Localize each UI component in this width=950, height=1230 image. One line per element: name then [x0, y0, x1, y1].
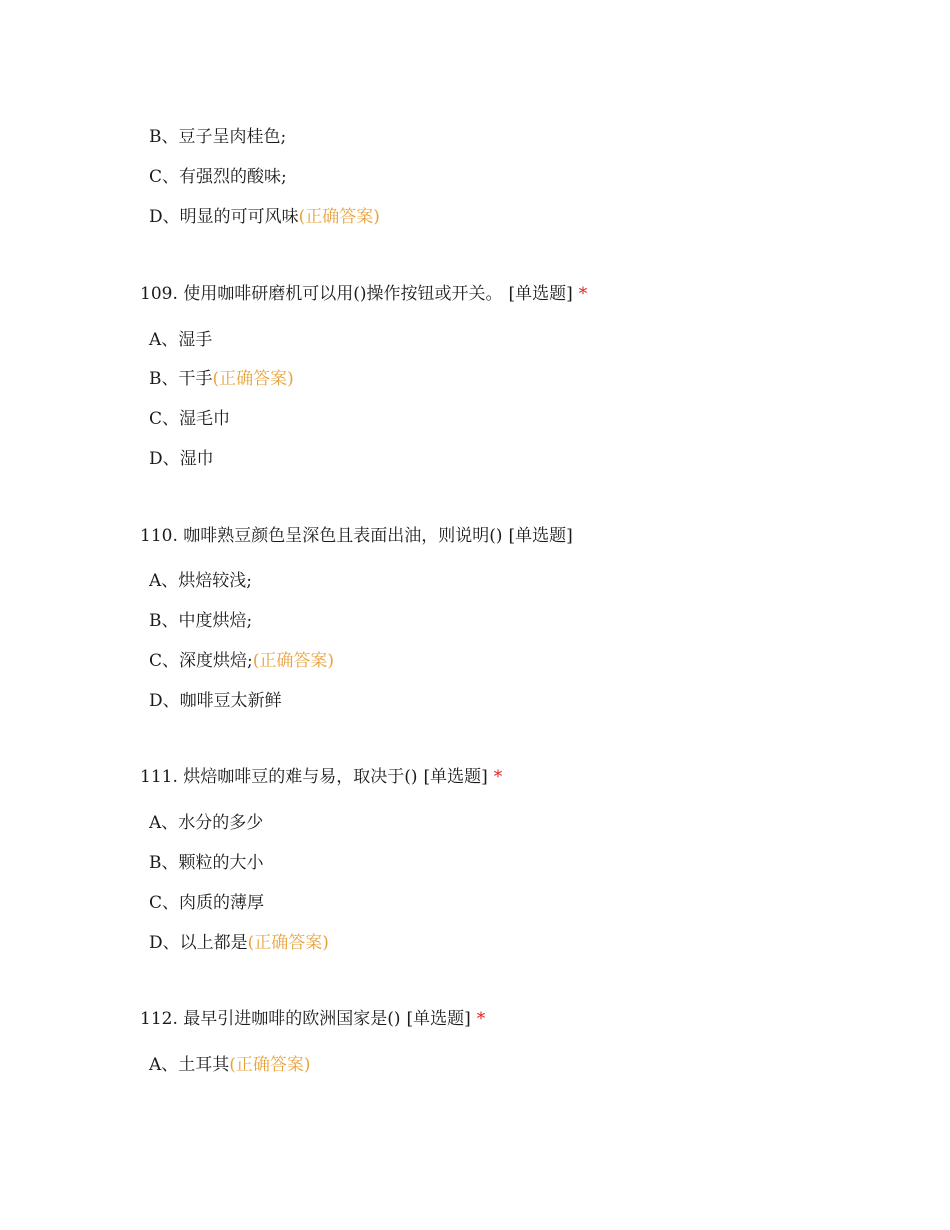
option-q110-a: A、烘焙较浅;: [149, 571, 253, 591]
question-type-tag: [单选题]: [406, 1009, 471, 1029]
required-mark: *: [493, 767, 503, 787]
question-110: [140, 521, 573, 546]
question-text: 110. 咖啡熟豆颜色呈深色且表面出油，则说明(): [140, 526, 503, 546]
option-q108-b: B、豆子呈肉桂色;: [149, 127, 287, 147]
required-mark: *: [578, 284, 588, 304]
correct-answer-label: (正确答案): [252, 651, 335, 671]
correct-answer-label: (正确答案): [298, 207, 380, 227]
option-q110-d: D、咖啡豆太新鲜: [149, 691, 282, 711]
question-type-tag: [单选题]: [423, 767, 488, 787]
option-q108-c: C、有强烈的酸味;: [149, 167, 287, 187]
question-text: 111. 烘焙咖啡豆的难与易，取决于(): [140, 767, 418, 787]
question-text: 109. 使用咖啡研磨机可以用()操作按钮或开关。: [140, 284, 503, 304]
question-type-tag: [单选题]: [508, 284, 573, 304]
correct-answer-label: (正确答案): [212, 369, 294, 389]
required-mark: *: [476, 1009, 486, 1029]
option-q111-b: B、颗粒的大小: [149, 853, 264, 873]
option-q109-c: C、湿毛巾: [149, 409, 231, 429]
option-q110-c: C、深度烘焙;(正确答案): [149, 651, 335, 671]
question-type-tag: [单选题]: [508, 526, 573, 546]
option-q111-c: C、肉质的薄厚: [149, 893, 265, 913]
correct-answer-label: (正确答案): [229, 1055, 311, 1075]
option-q108-d: D、明显的可可风味(正确答案): [149, 207, 380, 227]
option-q109-a: A、湿手: [149, 330, 213, 350]
option-q109-d: D、湿巾: [149, 449, 214, 469]
question-text: 112. 最早引进咖啡的欧洲国家是(): [140, 1009, 401, 1029]
correct-answer-label: (正确答案): [247, 933, 329, 953]
option-q111-a: A、水分的多少: [149, 813, 264, 833]
option-q110-b: B、中度烘焙;: [149, 611, 253, 631]
option-q111-d: D、以上都是(正确答案): [149, 933, 329, 953]
option-q109-b: B、干手(正确答案): [149, 369, 294, 389]
question-112: [140, 1004, 485, 1029]
option-q112-a: A、土耳其(正确答案): [149, 1055, 311, 1075]
question-111: [140, 762, 502, 787]
question-109: [140, 279, 587, 304]
